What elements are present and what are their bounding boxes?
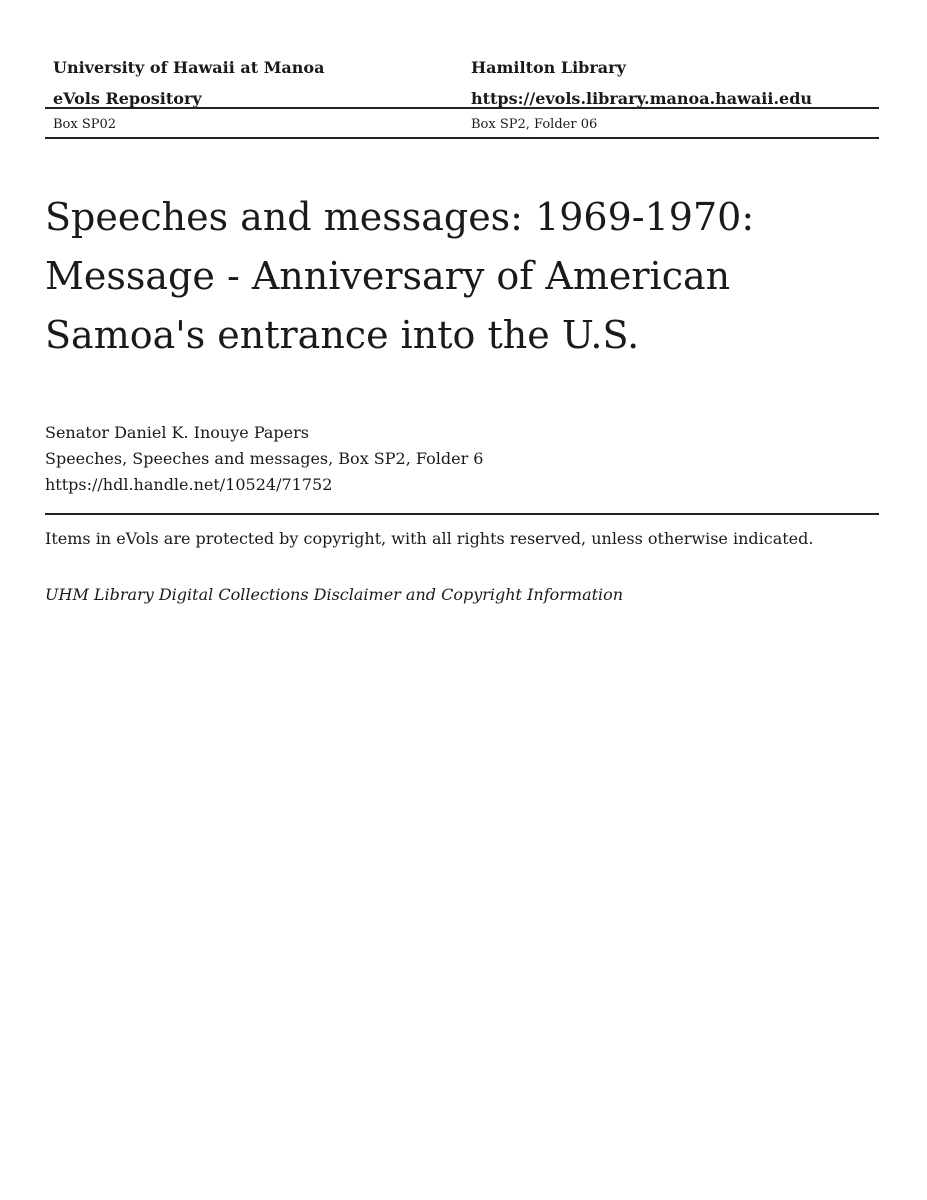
title-line: Speeches and messages: 1969-1970:: [45, 195, 755, 239]
metadata-divider: [45, 513, 879, 515]
location-path: Speeches, Speeches and messages, Box SP2, Folder 6: [45, 449, 484, 468]
repository-url-link[interactable]: https://evols.library.manoa.hawaii.edu: [471, 89, 813, 108]
document-metadata: [45, 420, 483, 498]
repository-name: eVols Repository: [53, 89, 202, 108]
box-label: Box SP02: [53, 117, 117, 132]
document-title: [45, 188, 879, 365]
page-header: [45, 0, 879, 140]
folder-label: Box SP2, Folder 06: [471, 117, 598, 132]
header-divider-top: [45, 107, 879, 109]
header-left-column: [53, 52, 324, 114]
institution-name: University of Hawaii at Manoa: [53, 58, 325, 77]
library-name: Hamilton Library: [471, 58, 626, 77]
cover-page: [45, 0, 879, 604]
rights-statement: Items in eVols are protected by copyright, with all rights reserved, unless otherwise indicated.: [45, 529, 814, 548]
handle-link[interactable]: https://hdl.handle.net/10524/71752: [45, 475, 333, 494]
title-line: Message - Anniversary of American: [45, 254, 731, 298]
header-right-column: [471, 52, 812, 114]
collection-name: Senator Daniel K. Inouye Papers: [45, 423, 309, 442]
disclaimer-link[interactable]: UHM Library Digital Collections Disclaimer and Copyright Information: [45, 585, 624, 604]
title-line: Samoa's entrance into the U.S.: [45, 313, 640, 357]
header-divider-bottom: [45, 137, 879, 139]
